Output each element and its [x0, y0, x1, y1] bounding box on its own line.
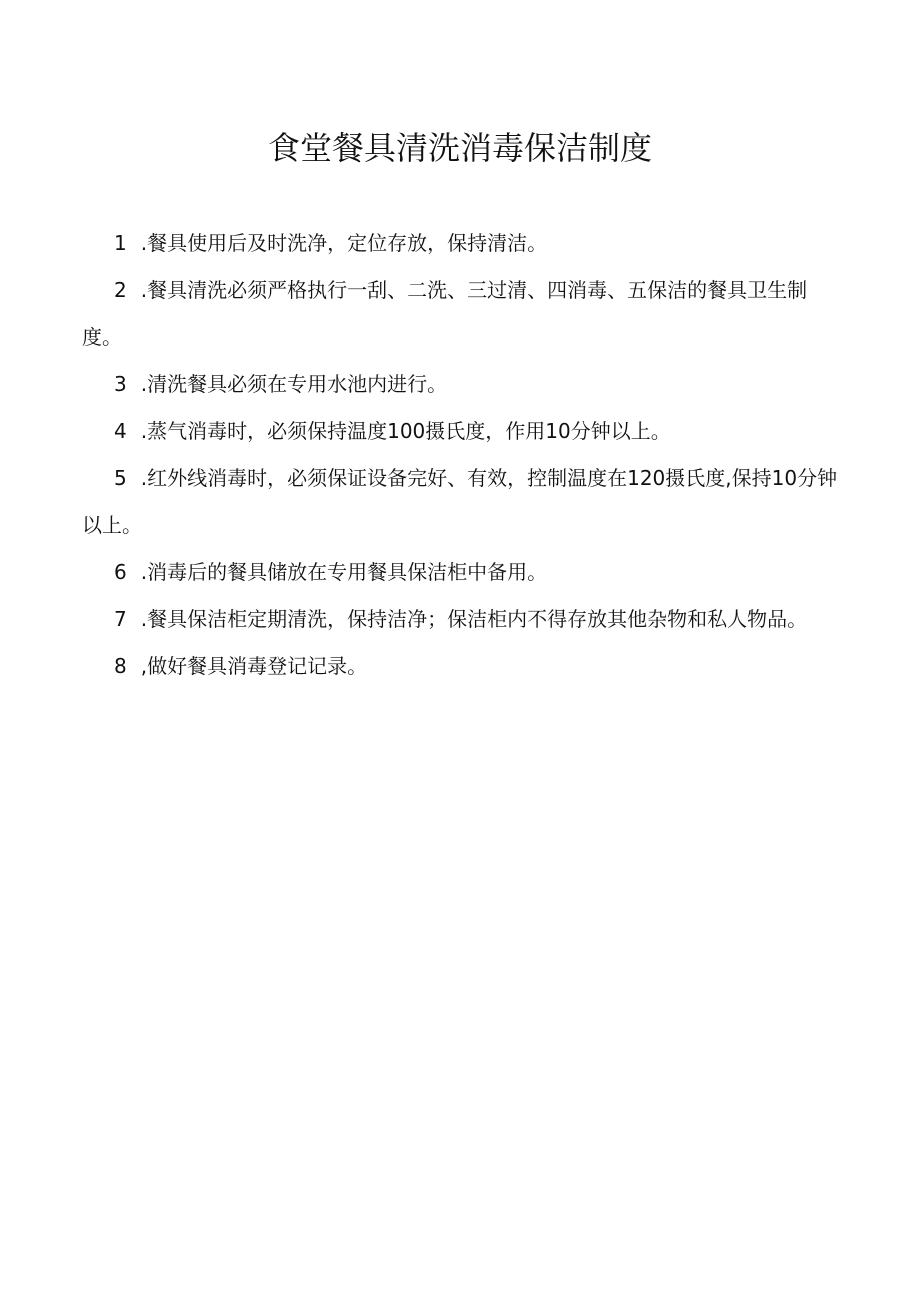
rule-number: 6	[114, 560, 127, 584]
rule-number: 4	[114, 419, 127, 443]
rule-item-8	[82, 643, 842, 690]
rule-text: ,做好餐具消毒登记记录。	[140, 654, 368, 678]
rule-text: .消毒后的餐具储放在专用餐具保洁柜中备用。	[140, 560, 548, 584]
rule-text: .餐具保洁柜定期清洗，保持洁净；保洁柜内不得存放其他杂物和私人物品。	[140, 607, 808, 631]
rule-item-3	[82, 361, 842, 408]
rule-item-6	[82, 549, 842, 596]
rule-text: .餐具清洗必须严格执行一刮、二洗、三过清、四消毒、五保洁的餐具卫生制度。	[82, 278, 808, 349]
rule-number: 2	[114, 278, 127, 302]
rule-number: 8	[114, 654, 127, 678]
rule-number: 1	[114, 231, 127, 255]
rule-item-7	[82, 596, 842, 643]
rule-text: .清洗餐具必须在专用水池内进行。	[140, 372, 448, 396]
rule-item-1	[82, 220, 842, 267]
document-title: 食堂餐具清洗消毒保洁制度	[267, 129, 652, 167]
rule-number: 3	[114, 372, 127, 396]
rules-list	[82, 220, 842, 690]
rule-item-4	[82, 408, 842, 455]
rule-number: 7	[114, 607, 127, 631]
rule-item-2	[82, 267, 842, 361]
rule-item-5	[82, 455, 842, 549]
rule-text: .蒸气消毒时，必须保持温度100摄氏度，作用10分钟以上。	[140, 419, 671, 443]
rule-text: .红外线消毒时，必须保证设备完好、有效，控制温度在120摄氏度,保持10分钟以上。	[82, 466, 838, 537]
rule-number: 5	[114, 466, 127, 490]
rule-text: .餐具使用后及时洗净，定位存放，保持清洁。	[140, 231, 548, 255]
